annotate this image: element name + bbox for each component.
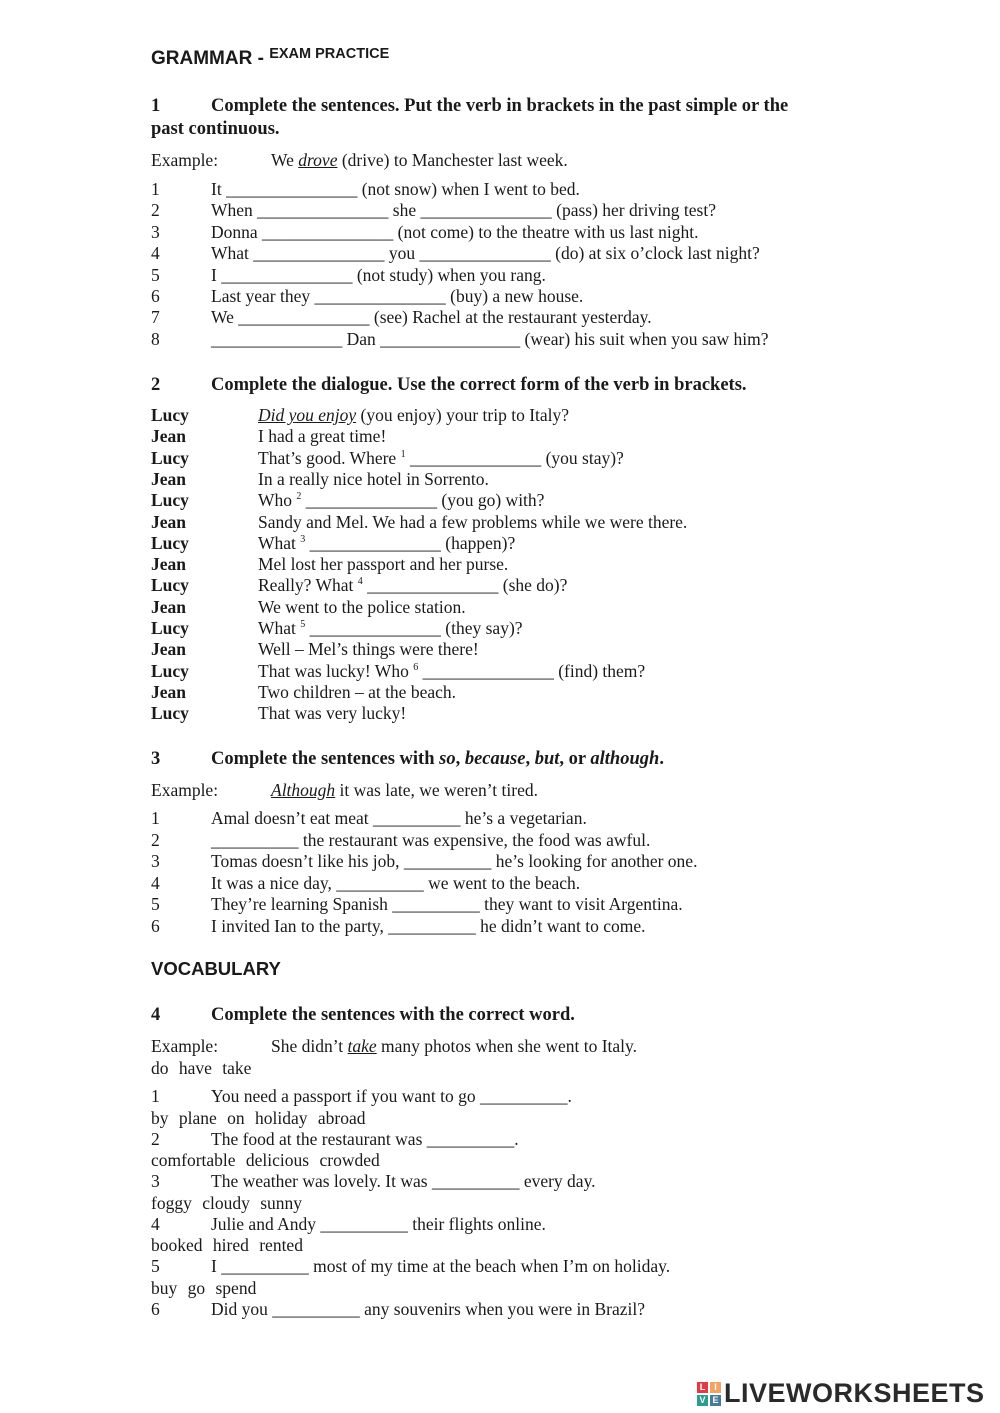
exercise-4-instruction: Complete the sentences with the correct word.: [211, 1005, 575, 1025]
dialogue-line: [258, 512, 687, 533]
dialogue-line: [258, 426, 386, 447]
speaker-name: Lucy: [151, 703, 189, 724]
word-options: buy go spend: [151, 1277, 257, 1298]
dialogue-text: Mel lost her passport and her purse.: [258, 554, 509, 575]
item-number: 2: [151, 829, 160, 850]
item-sentence: When _______________ she _______________ (pass) her driving test?: [211, 200, 716, 221]
dialogue-line: [258, 469, 489, 490]
example-label: Example:: [151, 780, 219, 800]
dialogue-text: What: [258, 532, 301, 553]
item-number: 5: [151, 894, 160, 915]
dialogue-line: [258, 554, 508, 575]
item-sentence: It was a nice day, __________ we went to the beach.: [211, 872, 581, 893]
dialogue-line: [258, 703, 406, 724]
dialogue-line: [258, 490, 544, 511]
dialogue-gap: _______________ (you go) with?: [301, 490, 545, 511]
item-number: 4: [151, 243, 160, 264]
dialogue-gap: _______________ (happen)?: [305, 532, 516, 553]
item-number: 1: [151, 179, 160, 199]
page-subtitle: EXAM PRACTICE: [269, 46, 390, 62]
gap-number: 2: [296, 491, 302, 503]
dialogue-text: What: [258, 618, 301, 638]
item-sentence: The weather was lovely. It was __________ every day.: [211, 1171, 596, 1192]
item-number: 2: [151, 200, 160, 221]
gap-number: 3: [300, 533, 306, 545]
item-number: 5: [151, 1256, 160, 1277]
liveworksheets-logo: [697, 1378, 985, 1409]
item-number: 7: [151, 307, 160, 328]
item-number: 2: [151, 1128, 160, 1149]
example-sentence: She didn’t take many photos when she went to Italy.: [271, 1036, 638, 1056]
speaker-name: Lucy: [151, 532, 189, 553]
exercise-1-instruction: Complete the sentences. Put the verb in brackets in the past simple or the: [211, 96, 789, 116]
speaker-name: Lucy: [151, 490, 189, 511]
word-options: booked hired rented: [151, 1235, 303, 1256]
item-sentence: I __________ most of my time at the beach when I’m on holiday.: [211, 1256, 671, 1277]
gap-number: 5: [300, 619, 306, 631]
item-sentence: Donna _______________ (not come) to the theatre with us last night.: [211, 221, 699, 242]
speaker-name: Jean: [151, 681, 186, 702]
item-number: 6: [151, 916, 160, 936]
item-sentence: Did you __________ any souvenirs when you were in Brazil?: [211, 1299, 646, 1319]
example-answer: drove: [298, 150, 338, 170]
dialogue-line: [258, 575, 567, 596]
exercise-2-number: 2: [151, 375, 161, 395]
exercise-2-instruction: Complete the dialogue. Use the correct form of the verb in brackets.: [211, 375, 747, 395]
exercise-1-number: 1: [151, 96, 161, 116]
dialogue-gap: _______________ (they say)?: [305, 618, 523, 638]
dialogue-line: [258, 533, 515, 554]
logo-tile: E: [710, 1395, 721, 1406]
speaker-name: Lucy: [151, 405, 189, 425]
item-sentence: It _______________ (not snow) when I went to bed.: [211, 179, 580, 199]
item-number: 6: [151, 1299, 160, 1319]
item-sentence: Amal doesn’t eat meat __________ he’s a vegetarian.: [211, 808, 587, 828]
dialogue-line: [258, 448, 624, 469]
item-number: 4: [151, 872, 160, 893]
item-sentence: Last year they _______________ (buy) a new house.: [211, 286, 584, 306]
dialogue-gap: _______________ (you stay)?: [405, 447, 624, 468]
item-number: 4: [151, 1213, 160, 1234]
dialogue-text: Really? What: [258, 575, 358, 596]
word-options: by plane on holiday abroad: [151, 1107, 366, 1128]
logo-tile: L: [697, 1382, 708, 1393]
item-number: 3: [151, 221, 160, 242]
logo-text: LIVEWORKSHEETS: [724, 1378, 985, 1408]
item-sentence: The food at the restaurant was __________.: [211, 1128, 519, 1149]
dialogue-text: We went to the police station.: [258, 596, 466, 617]
vocabulary-heading: VOCABULARY: [151, 958, 281, 979]
page-title: [151, 48, 389, 70]
item-sentence: Julie and Andy __________ their flights online.: [211, 1213, 546, 1234]
exercise-3-number: 3: [151, 749, 161, 769]
speaker-name: Jean: [151, 468, 186, 489]
dialogue-line: [258, 405, 569, 426]
item-number: 1: [151, 808, 160, 828]
gap-number: 1: [400, 448, 406, 460]
example-options: do have take: [151, 1058, 252, 1078]
example-label: Example:: [151, 1036, 219, 1056]
item-number: 8: [151, 328, 160, 349]
logo-mark-icon: [697, 1382, 721, 1406]
speaker-name: Jean: [151, 511, 186, 532]
word-options: comfortable delicious crowded: [151, 1150, 380, 1171]
dialogue-text: In a really nice hotel in Sorrento.: [258, 468, 489, 489]
word-options: foggy cloudy sunny: [151, 1192, 303, 1213]
item-number: 1: [151, 1086, 160, 1106]
item-number: 6: [151, 286, 160, 306]
gap-number: 6: [413, 661, 419, 673]
exercise-3-instruction: Complete the sentences with so, because, but, or although.: [211, 749, 664, 769]
dialogue-text: (you enjoy) your trip to Italy?: [356, 405, 570, 425]
example-answer: Although: [271, 780, 336, 800]
item-sentence: What _______________ you _______________ (do) at six o’clock last night?: [211, 243, 760, 264]
dialogue-text: That’s good. Where: [258, 447, 401, 468]
gap-number: 4: [357, 576, 363, 588]
dialogue-text: Well – Mel’s things were there!: [258, 639, 479, 660]
item-sentence: I invited Ian to the party, __________ he didn’t want to come.: [211, 916, 646, 936]
example-sentence: We drove (drive) to Manchester last week.: [271, 150, 568, 170]
item-number: 3: [151, 1171, 160, 1192]
dialogue-text: Sandy and Mel. We had a few problems while we were there.: [258, 511, 688, 532]
dialogue-line: [258, 639, 479, 660]
speaker-name: Jean: [151, 554, 186, 575]
example-label: Example:: [151, 150, 219, 170]
dialogue-text: That was very lucky!: [258, 703, 407, 724]
speaker-name: Lucy: [151, 575, 189, 596]
speaker-name: Jean: [151, 639, 186, 660]
item-sentence: Tomas doesn’t like his job, __________ he’s looking for another one.: [211, 851, 698, 872]
example-answer: take: [347, 1036, 377, 1056]
item-sentence: I _______________ (not study) when you rang.: [211, 264, 546, 285]
dialogue-example-answer: Did you enjoy: [258, 405, 357, 425]
dialogue-gap: _______________ (she do)?: [362, 575, 568, 596]
logo-tile: I: [710, 1382, 721, 1393]
page-title-main: GRAMMAR -: [151, 48, 270, 69]
item-sentence: You need a passport if you want to go __________.: [211, 1086, 572, 1106]
speaker-name: Jean: [151, 426, 186, 447]
exercise-1-instruction-cont: past continuous.: [151, 119, 280, 139]
dialogue-text: Who: [258, 490, 297, 511]
speaker-name: Lucy: [151, 447, 189, 468]
speaker-name: Lucy: [151, 618, 189, 638]
dialogue-line: [258, 682, 456, 703]
logo-tile: V: [697, 1395, 708, 1406]
dialogue-text: That was lucky! Who: [258, 660, 414, 681]
exercise-4-number: 4: [151, 1005, 161, 1025]
dialogue-line: [258, 661, 645, 682]
dialogue-line: [258, 618, 523, 639]
item-sentence: They’re learning Spanish __________ they want to visit Argentina.: [211, 894, 683, 915]
dialogue-gap: _______________ (find) them?: [418, 660, 646, 681]
dialogue-text: I had a great time!: [258, 426, 387, 447]
speaker-name: Lucy: [151, 660, 189, 681]
example-sentence: Although it was late, we weren’t tired.: [271, 780, 538, 800]
item-number: 3: [151, 851, 160, 872]
item-number: 5: [151, 264, 160, 285]
speaker-name: Jean: [151, 596, 186, 617]
item-sentence: __________ the restaurant was expensive, the food was awful.: [211, 829, 651, 850]
dialogue-text: Two children – at the beach.: [258, 681, 457, 702]
dialogue-line: [258, 597, 466, 618]
item-sentence: _______________ Dan ________________ (wear) his suit when you saw him?: [211, 328, 769, 349]
item-sentence: We _______________ (see) Rachel at the restaurant yesterday.: [211, 307, 652, 328]
